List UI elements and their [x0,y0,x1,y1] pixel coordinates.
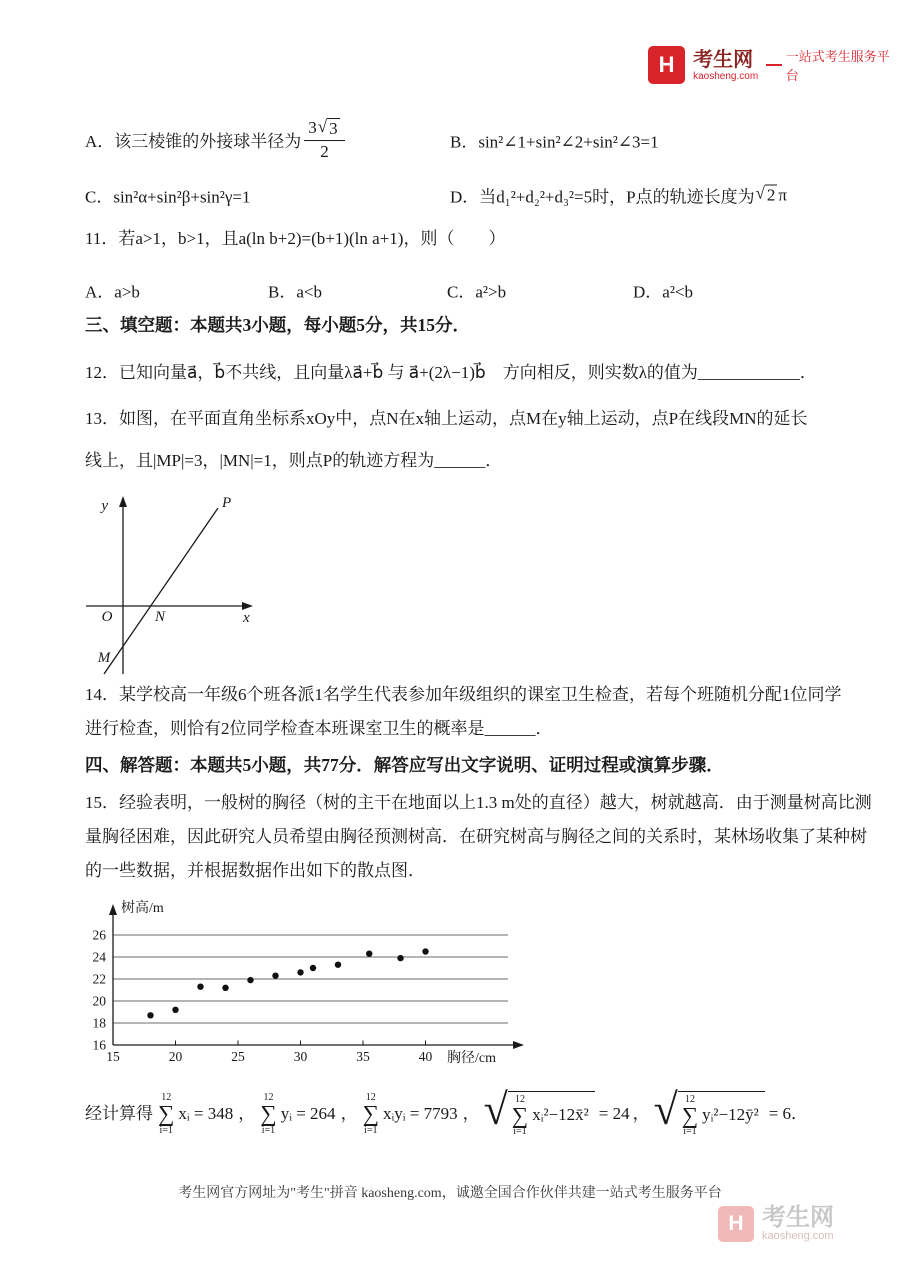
label-M: M [97,650,111,666]
label-x: x [243,610,250,626]
frac-numerator-coef: 3 [308,118,317,138]
sqrt-xi2-value: = 24 [598,1104,630,1123]
brand-text-block [693,49,758,82]
q11-stem: 11．若a>1，b>1，且a(ln b+2)=(b+1)(ln a+1)，则（ ） [85,229,506,248]
sqrt-yi2-value: = 6． [768,1104,809,1123]
label-P: P [222,495,232,511]
sqrt-sign: √ [755,183,765,203]
brand-icon: H [648,46,685,84]
watermark-logo [718,1206,834,1243]
svg-text:16: 16 [92,1037,106,1053]
q15-line1: 15．经验表明，一般树的胸径（树的主干在地面以上1.3 m处的直径）越大，树就越高．由于测量树高比测 [85,793,872,812]
q15-line3: 的一些数据，并根据数据作出如下的散点图． [85,861,425,880]
sum-yi-body: yᵢ = 264 [280,1104,336,1123]
q10-options-row1 [85,112,825,168]
sum-lower: i=1 [159,1124,173,1136]
sum-yi2 [682,1094,759,1138]
data-points [147,948,428,1018]
q10-option-b: B．sin²∠1+sin²∠2+sin²∠3=1 [450,132,659,152]
plot-x-arrow [513,1041,524,1049]
x-axis-title: 胸径/cm [447,1051,496,1066]
x-tick-labels [106,1041,432,1065]
watermark-brand-icon: H [718,1206,754,1242]
q11-option-b: B．a<b [268,282,322,302]
tagline-dash [766,64,782,66]
gridlines [113,935,508,1023]
sqrt-sign: √ [317,117,328,137]
q10-option-d-text: D．当d₁²+d₂²+d₃²=5时，P点的轨迹长度为 [450,187,755,207]
brand-tagline-block [766,46,900,84]
y-axis-arrow [119,496,127,507]
sum-yi [260,1092,335,1136]
sigma-symbol: ∑ [681,1102,699,1128]
q13-line2: 线上，且|MP|=3，|MN|=1，则点P的轨迹方程为______． [85,451,503,470]
q10-option-a [85,118,348,162]
svg-text:20: 20 [168,1049,183,1064]
site-logo [648,46,900,84]
sum-xiyi-body: xᵢyᵢ = 7793 [382,1104,458,1123]
sum-xiyi [363,1092,458,1136]
svg-text:26: 26 [92,927,106,943]
separator: ， [632,1104,650,1123]
watermark-brand-domain: kaosheng.com [762,1230,834,1243]
sqrt-2 [756,184,778,205]
watermark-text-block [762,1206,834,1243]
separator: ， [462,1104,480,1123]
frac-denominator: 2 [320,142,329,162]
sqrt-sum-xi2 [483,1084,595,1138]
sum-xi2-body: xᵢ²−12x̄² [532,1105,589,1125]
calc-line [85,1086,808,1142]
svg-text:24: 24 [92,949,106,965]
q15-line2: 量胸径困难，因此研究人员希望由胸径预测树高．在研究树高与胸径之间的关系时，某林场收集了某种树 [85,827,867,846]
separator: ， [238,1104,256,1123]
sigma-symbol: ∑ [260,1101,277,1127]
x-axis-arrow [242,602,253,610]
scatter-plot [75,895,555,1073]
label-y: y [101,498,108,514]
sqrt-sign: √ [653,1084,678,1134]
q10-option-d [450,183,787,208]
brand-tagline: 一站式考生服务平台 [785,49,890,83]
q12-stem: 12．已知向量a⃗，b⃗不共线，且向量λa⃗+b⃗ 与 a⃗+(2λ−1)b⃗ 方向相反，则实数λ的值为____________． [85,363,817,382]
svg-text:40: 40 [418,1049,433,1064]
watermark-brand-name: 考生网 [762,1205,834,1231]
sum-lower: i=1 [261,1124,276,1136]
sigma-symbol: ∑ [511,1102,529,1128]
frac-radicand: 3 [329,119,338,139]
sum-xi-body: xᵢ = 348 [178,1104,234,1123]
q11-options-row [85,276,825,304]
y-axis-title: 树高/m [121,901,164,916]
q13-coordinate-diagram [78,488,288,683]
section4-heading: 四、解答题：本题共5小题，共77分．解答应写出文字说明、证明过程或演算步骤． [85,755,724,775]
q14-line1: 14．某学校高一年级6个班各派1名学生代表参加年级组织的课室卫生检查，若每个班随机分配1位同学 [85,685,842,704]
calc-prefix: 经计算得 [85,1104,153,1123]
svg-text:35: 35 [356,1049,370,1064]
sqrt-sum-yi2 [653,1084,765,1138]
svg-text:18: 18 [92,1015,106,1031]
separator: ， [340,1104,358,1123]
q11-option-c: C．a²>b [447,282,507,302]
q10-options-row2 [85,180,825,210]
sum-xi2 [512,1094,589,1138]
q10-option-d-pi: π [778,185,788,204]
q13-line1: 13．如图，在平面直角坐标系xOy中，点N在x轴上运动，点M在y轴上运动，点P在线段MN的延长 [85,409,808,428]
brand-domain: kaosheng.com [693,70,759,82]
sum-upper: 12 [684,1093,695,1105]
svg-text:22: 22 [92,971,106,987]
sum-upper: 12 [514,1093,525,1105]
sigma-symbol: ∑ [362,1101,379,1127]
q11-option-a: A．a>b [85,282,140,302]
footer-text: 考生网官方网址为"考生"拼音 kaosheng.com，诚邀全国合作伙伴共建一站式考生服务平台 [178,1186,722,1201]
y-tick-labels [93,928,107,1053]
sum-upper: 12 [263,1092,274,1104]
svg-text:30: 30 [293,1049,308,1064]
fraction-3sqrt3-over-2 [304,118,344,162]
q10-option-a-text: A．该三棱锥的外接球半径为 [85,132,302,152]
plot-y-arrow [109,904,117,915]
section3-heading: 三、填空题：本题共3小题，每小题5分，共15分． [85,315,470,335]
sum-upper: 12 [365,1092,376,1104]
q14-line2: 进行检查，则恰有2位同学检查本班课室卫生的概率是______． [85,719,553,738]
sum-lower: i=1 [683,1126,697,1138]
q10-option-c: C．sin²α+sin²β+sin²γ=1 [85,187,251,207]
sigma-symbol: ∑ [158,1101,175,1127]
sqrt-sign: √ [483,1084,508,1134]
svg-text:25: 25 [231,1049,245,1064]
sum-lower: i=1 [364,1124,378,1136]
sum-xi [158,1092,233,1136]
svg-text:20: 20 [92,993,106,1009]
label-N: N [155,609,166,625]
sum-lower: i=1 [513,1126,527,1138]
sum-yi2-body: yᵢ²−12ȳ² [702,1105,759,1125]
brand-name: 考生网 [693,48,754,71]
label-origin: O [101,609,113,625]
sum-upper: 12 [161,1092,172,1104]
svg-text:15: 15 [106,1049,120,1064]
line-MNP [101,508,218,674]
sqrt-radicand: 2 [766,185,776,205]
q11-option-d: D．a²<b [633,282,694,302]
